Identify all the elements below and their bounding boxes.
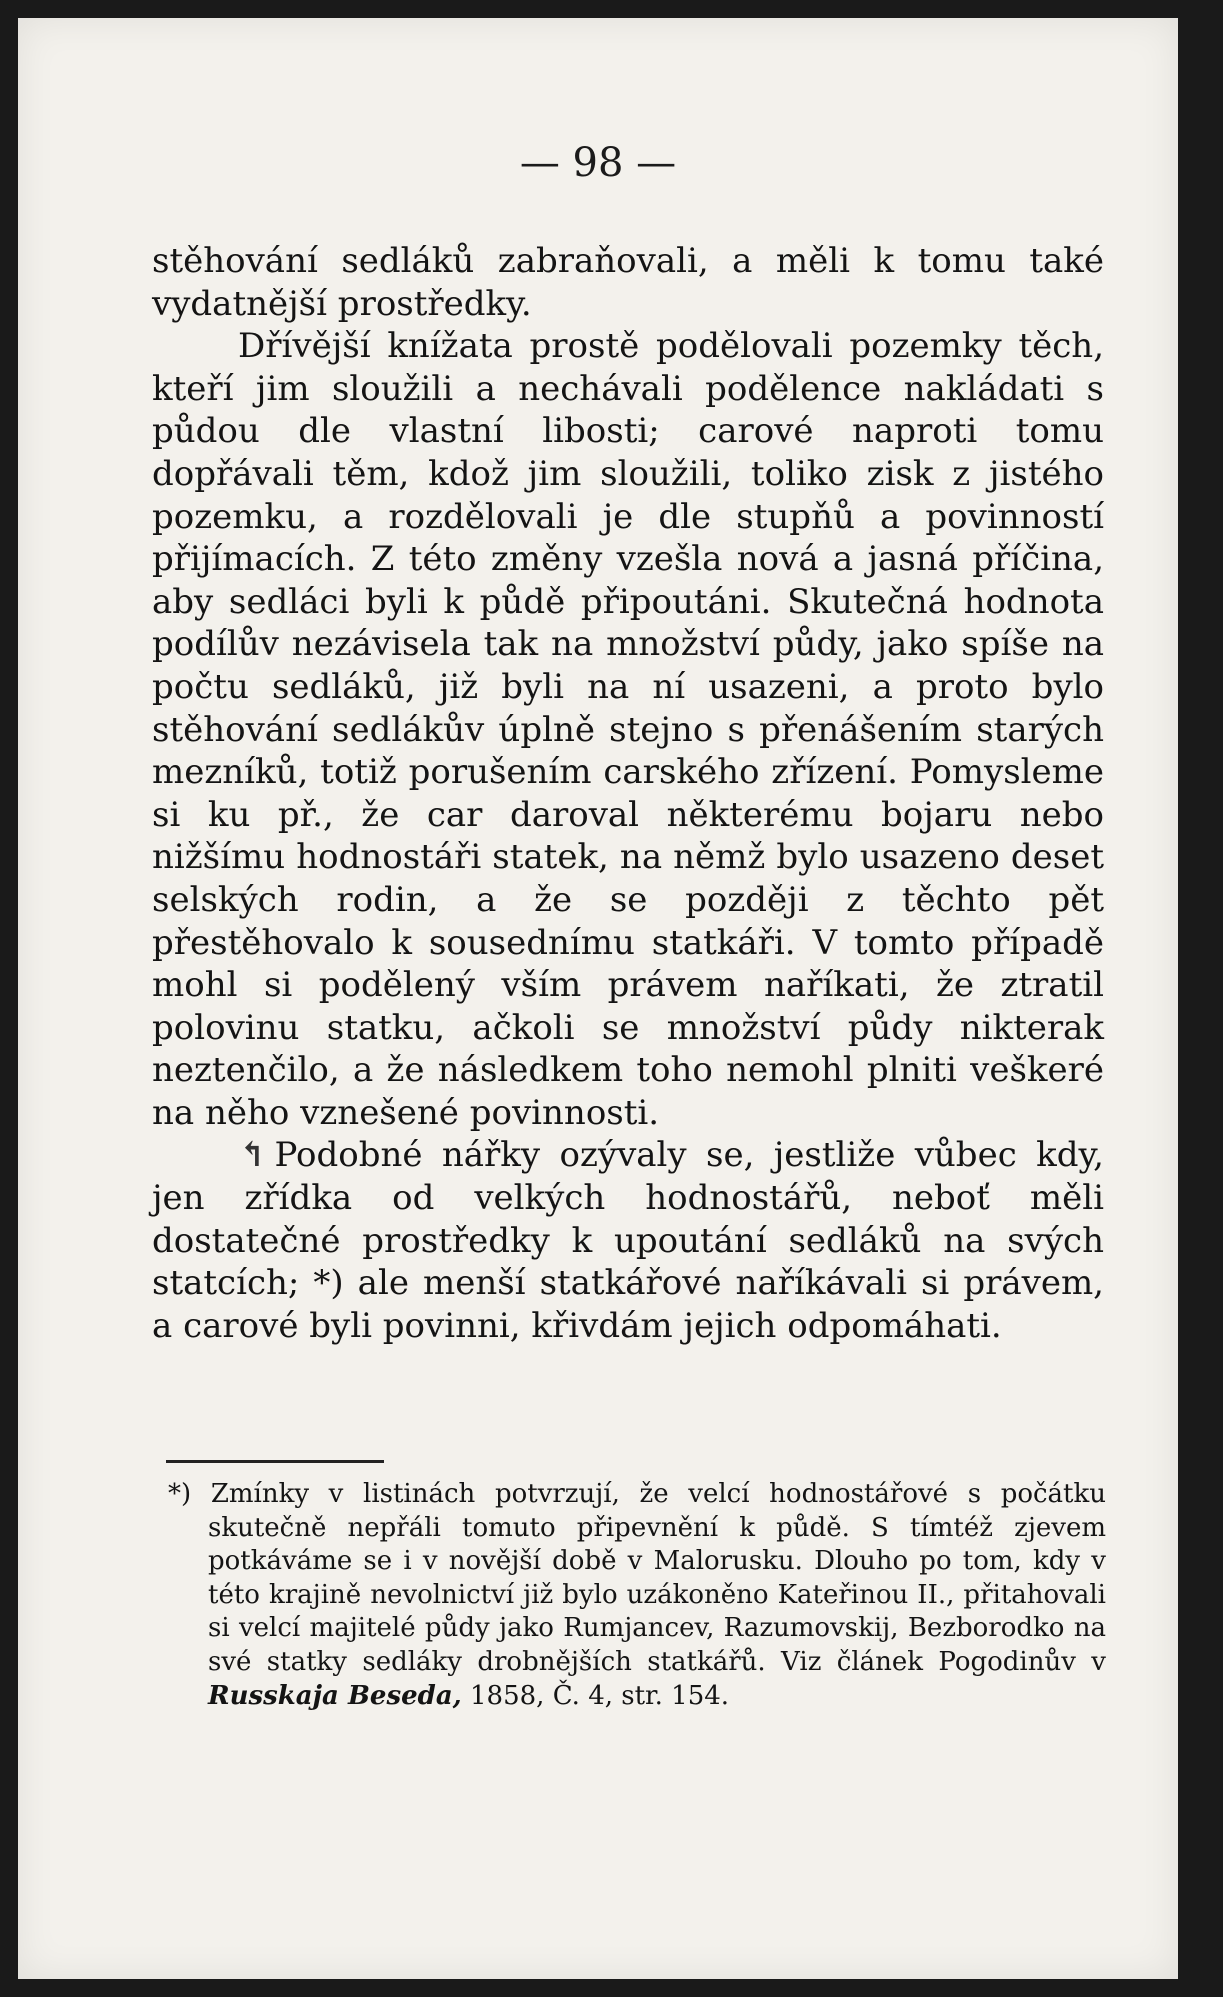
paragraph-continued: stěhování sedláků zabraňovali, a měli k tomu také vydatnější prostředky. bbox=[152, 241, 1104, 324]
footnote-mark: *) bbox=[168, 1479, 192, 1509]
paragraph-complaints-text: Podobné nářky ozývaly se, jestliže vůbec kdy, jen zřídka od velkých hodnostářů, neboť měli dostatečné prostředky k upoutání sedláků na svých statcích; *) ale menší statkářové naříkávali si právem, a carové byli povinni, křivdám jejich odpomáhati. bbox=[152, 1135, 1104, 1346]
footnote-journal: Russkaja Beseda, bbox=[208, 1680, 462, 1711]
footnote bbox=[168, 1478, 1106, 1713]
paragraph-princes-and-tsars: Dřívější knížata prostě podělovali pozemky těch, kteří jim sloužili a nechávali podělence nakládati s půdou dle vlastní libosti; carové naproti tomu dopřávali těm, kdož jim sloužili, toliko zisk z jistého pozemku, a rozdělovali je dle stupňů a povinností přijímacích. Z této změny vzešla nová a jasná příčina, aby sedláci byli k půdě připoutáni. Skutečná hodnota podílův nezávisela tak na množství půdy, jako spíše na počtu sedláků, již byli na ní usazeni, a proto bylo stěhování sedlákův úplně stejno s přenášením starých mezníků, totiž porušením carského zřízení. Pomysleme si ku př., že car daroval některému bojaru nebo nižšímu hodnostáři statek, na němž bylo usazeno deset selských rodin, a že se později z těchto pět přestěhovalo k sousednímu statkáři. V tomto případě mohl si podělený vším právem naříkati, že ztratil polovinu statku, ačkoli se množství půdy nikterak neztenčilo, a že následkem toho nemohl plniti veškeré na něho vznešené povinnosti. bbox=[152, 326, 1104, 1133]
footnote-citation: 1858, Č. 4, str. 154. bbox=[470, 1680, 730, 1711]
paragraph-mark-icon: ↰ bbox=[238, 1135, 267, 1176]
paragraph-complaints bbox=[152, 1134, 1104, 1347]
book-page bbox=[18, 18, 1178, 1979]
page-number: — 98 — bbox=[519, 140, 677, 186]
footnote-separator bbox=[166, 1460, 384, 1463]
footnote-text: Zmínky v listinách potvrzují, že velcí hodnostářové s počátku skutečně nepřáli tomuto připevnění k půdě. S tímtéž zjevem potkáváme se i v novější době v Malorusku. Dlouho po tom, kdy v této krajině nevolnictví již bylo uzákoněno Kateřinou II., přitahovali si velcí majitelé půdy jako Rumjancev, Razumovskij, Bezborodko na své statky sedláky drobnějších statkářů. Viz článek Pogodinův v bbox=[208, 1479, 1106, 1677]
body-text bbox=[152, 240, 1104, 1347]
